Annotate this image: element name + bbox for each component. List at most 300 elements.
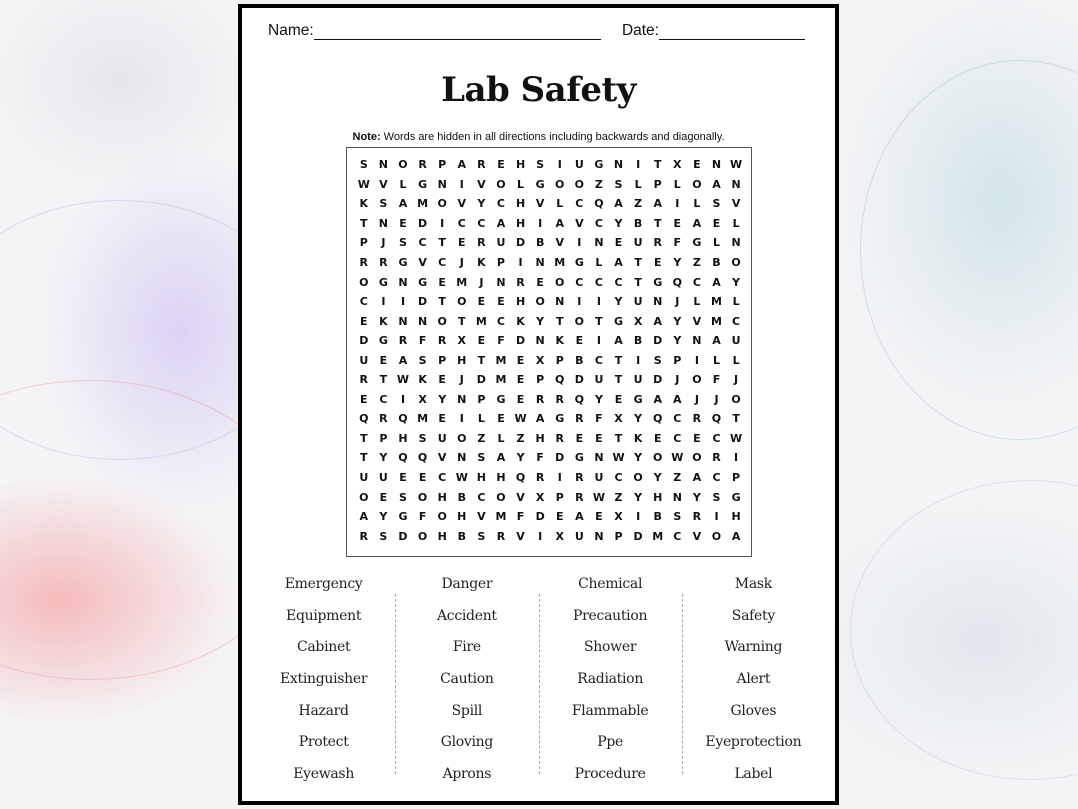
grid-letter[interactable]: I: [459, 412, 464, 426]
grid-letter[interactable]: O: [437, 314, 447, 328]
grid-letter[interactable]: C: [614, 471, 623, 485]
grid-letter[interactable]: R: [359, 256, 369, 269]
grid-letter[interactable]: P: [379, 431, 388, 445]
grid-letter[interactable]: K: [555, 334, 564, 348]
grid-letter[interactable]: T: [458, 314, 466, 328]
grid-letter[interactable]: I: [675, 197, 680, 211]
grid-letter[interactable]: W: [671, 451, 684, 465]
grid-letter[interactable]: I: [694, 353, 699, 367]
grid-letter[interactable]: R: [477, 236, 486, 250]
grid-letter[interactable]: X: [418, 392, 427, 406]
grid-letter[interactable]: C: [477, 216, 486, 230]
grid-letter[interactable]: S: [477, 451, 486, 465]
grid-letter[interactable]: I: [518, 256, 523, 269]
grid-letter[interactable]: O: [692, 373, 702, 387]
grid-letter[interactable]: C: [496, 314, 505, 328]
grid-letter[interactable]: W: [357, 177, 370, 191]
grid-letter[interactable]: S: [712, 197, 721, 211]
grid-letter[interactable]: L: [497, 431, 505, 445]
grid-letter[interactable]: A: [457, 158, 467, 172]
grid-letter[interactable]: D: [418, 295, 428, 309]
grid-letter[interactable]: E: [653, 431, 662, 445]
grid-letter[interactable]: C: [575, 275, 584, 289]
grid-letter[interactable]: R: [516, 275, 525, 289]
grid-letter[interactable]: O: [437, 197, 447, 211]
grid-letter[interactable]: Q: [574, 392, 584, 406]
grid-letter[interactable]: R: [535, 471, 545, 485]
grid-letter[interactable]: U: [437, 431, 447, 445]
grid-letter[interactable]: Y: [379, 451, 388, 465]
grid-letter[interactable]: Z: [673, 471, 682, 485]
grid-letter[interactable]: O: [692, 451, 702, 465]
grid-letter[interactable]: A: [359, 510, 369, 524]
grid-letter[interactable]: I: [577, 236, 582, 250]
word-search-grid[interactable]: [346, 147, 752, 557]
grid-letter[interactable]: P: [359, 236, 368, 250]
grid-letter[interactable]: E: [418, 471, 427, 485]
grid-letter[interactable]: P: [555, 490, 564, 504]
grid-letter[interactable]: T: [438, 236, 446, 250]
grid-letter[interactable]: E: [536, 275, 544, 289]
grid-letter[interactable]: C: [438, 256, 447, 269]
grid-letter[interactable]: I: [577, 295, 582, 309]
grid-letter[interactable]: L: [673, 177, 681, 191]
grid-letter[interactable]: Q: [417, 451, 428, 465]
grid-letter[interactable]: K: [477, 256, 486, 269]
grid-letter[interactable]: Z: [477, 431, 486, 445]
grid-letter[interactable]: N: [417, 314, 428, 328]
grid-letter[interactable]: U: [359, 471, 369, 485]
date-field[interactable]: [622, 22, 805, 40]
grid-letter[interactable]: X: [457, 334, 466, 348]
grid-letter[interactable]: G: [418, 275, 428, 289]
grid-letter[interactable]: E: [379, 353, 388, 367]
grid-letter[interactable]: Y: [673, 334, 682, 348]
grid-letter[interactable]: R: [575, 412, 584, 426]
grid-letter[interactable]: R: [379, 256, 388, 269]
grid-letter[interactable]: R: [359, 529, 369, 543]
grid-letter[interactable]: G: [594, 158, 604, 172]
grid-letter[interactable]: C: [673, 529, 682, 543]
grid-letter[interactable]: T: [379, 373, 388, 387]
grid-letter[interactable]: S: [418, 353, 427, 367]
grid-letter[interactable]: Y: [614, 216, 623, 230]
grid-letter[interactable]: S: [477, 529, 486, 543]
grid-letter[interactable]: C: [379, 392, 388, 406]
grid-letter[interactable]: I: [538, 529, 543, 543]
grid-letter[interactable]: T: [360, 431, 368, 445]
grid-letter[interactable]: U: [574, 158, 584, 172]
grid-letter[interactable]: T: [360, 451, 368, 465]
grid-letter[interactable]: M: [456, 275, 468, 289]
grid-letter[interactable]: Y: [516, 451, 525, 465]
grid-letter[interactable]: F: [673, 236, 682, 250]
grid-letter[interactable]: N: [496, 275, 506, 289]
grid-letter[interactable]: N: [398, 314, 408, 328]
grid-letter[interactable]: N: [672, 490, 682, 504]
grid-letter[interactable]: S: [673, 510, 682, 524]
grid-letter[interactable]: R: [398, 334, 408, 348]
grid-letter[interactable]: N: [378, 216, 388, 230]
grid-letter[interactable]: L: [693, 295, 701, 309]
grid-letter[interactable]: D: [535, 510, 545, 524]
grid-letter[interactable]: U: [359, 353, 369, 367]
grid-letter[interactable]: E: [379, 490, 388, 504]
grid-letter[interactable]: C: [418, 236, 427, 250]
grid-letter[interactable]: I: [557, 158, 562, 172]
grid-letter[interactable]: G: [574, 451, 584, 465]
grid-letter[interactable]: H: [437, 529, 447, 543]
grid-letter[interactable]: G: [418, 177, 428, 191]
grid-letter[interactable]: K: [359, 197, 369, 211]
grid-letter[interactable]: K: [418, 373, 427, 387]
grid-letter[interactable]: U: [633, 295, 643, 309]
grid-letter[interactable]: N: [692, 334, 702, 348]
grid-letter[interactable]: E: [438, 275, 446, 289]
grid-letter[interactable]: A: [496, 216, 506, 230]
grid-letter[interactable]: A: [712, 275, 721, 289]
grid-letter[interactable]: A: [692, 216, 702, 230]
grid-letter[interactable]: C: [457, 216, 466, 230]
grid-letter[interactable]: Q: [711, 412, 722, 426]
grid-letter[interactable]: G: [653, 275, 663, 289]
grid-letter[interactable]: N: [378, 158, 388, 172]
grid-letter[interactable]: N: [731, 177, 741, 191]
grid-letter[interactable]: Y: [732, 275, 741, 289]
grid-letter[interactable]: P: [496, 256, 505, 269]
grid-letter[interactable]: S: [399, 236, 407, 250]
grid-letter[interactable]: H: [515, 158, 526, 172]
grid-letter[interactable]: T: [360, 216, 368, 230]
grid-letter[interactable]: E: [712, 216, 721, 230]
grid-letter[interactable]: J: [459, 256, 464, 269]
grid-letter[interactable]: Q: [672, 275, 682, 289]
grid-letter[interactable]: A: [496, 451, 506, 465]
grid-letter[interactable]: E: [497, 158, 505, 172]
grid-letter[interactable]: P: [555, 353, 564, 367]
grid-letter[interactable]: Y: [379, 510, 388, 524]
grid-letter[interactable]: Q: [359, 412, 369, 426]
grid-letter[interactable]: E: [399, 471, 407, 485]
grid-letter[interactable]: T: [477, 353, 486, 367]
grid-letter[interactable]: X: [535, 490, 545, 504]
grid-letter[interactable]: D: [359, 334, 369, 348]
grid-letter[interactable]: H: [535, 431, 545, 445]
grid-letter[interactable]: D: [515, 236, 526, 250]
grid-letter[interactable]: V: [731, 197, 741, 211]
grid-letter[interactable]: Z: [634, 197, 643, 211]
grid-letter[interactable]: H: [515, 295, 526, 309]
grid-letter[interactable]: V: [516, 529, 525, 543]
grid-letter[interactable]: A: [653, 314, 662, 328]
grid-letter[interactable]: J: [479, 275, 484, 289]
grid-letter[interactable]: C: [594, 353, 603, 367]
grid-letter[interactable]: Y: [673, 256, 682, 269]
grid-letter[interactable]: R: [418, 158, 427, 172]
grid-letter[interactable]: T: [614, 431, 623, 445]
grid-letter[interactable]: G: [555, 412, 565, 426]
grid-letter[interactable]: E: [516, 353, 525, 367]
grid-letter[interactable]: G: [496, 392, 506, 406]
grid-letter[interactable]: E: [693, 158, 701, 172]
grid-letter[interactable]: D: [515, 334, 526, 348]
grid-letter[interactable]: P: [477, 392, 486, 406]
grid-letter[interactable]: G: [614, 314, 624, 328]
grid-letter[interactable]: M: [495, 510, 507, 524]
grid-letter[interactable]: N: [594, 236, 604, 250]
grid-letter[interactable]: Y: [634, 451, 643, 465]
grid-letter[interactable]: H: [515, 216, 526, 230]
grid-letter[interactable]: B: [535, 236, 545, 250]
grid-letter[interactable]: C: [438, 471, 447, 485]
grid-letter[interactable]: S: [359, 158, 368, 172]
grid-letter[interactable]: P: [732, 471, 741, 485]
grid-letter[interactable]: E: [477, 334, 486, 348]
grid-letter[interactable]: O: [653, 451, 663, 465]
grid-letter[interactable]: C: [712, 471, 721, 485]
grid-letter[interactable]: Y: [634, 490, 643, 504]
grid-letter[interactable]: O: [417, 490, 428, 504]
grid-letter[interactable]: O: [417, 529, 428, 543]
grid-letter[interactable]: X: [614, 510, 623, 524]
grid-letter[interactable]: C: [614, 275, 623, 289]
grid-letter[interactable]: R: [653, 236, 662, 250]
grid-letter[interactable]: Z: [594, 177, 603, 191]
grid-letter[interactable]: P: [536, 373, 545, 387]
grid-letter[interactable]: E: [614, 236, 623, 250]
grid-letter[interactable]: J: [714, 392, 719, 406]
grid-letter[interactable]: R: [555, 431, 564, 445]
grid-letter[interactable]: X: [673, 158, 682, 172]
grid-letter[interactable]: E: [516, 392, 525, 406]
grid-letter[interactable]: W: [730, 158, 743, 172]
grid-letter[interactable]: L: [732, 216, 740, 230]
grid-letter[interactable]: G: [535, 177, 545, 191]
grid-letter[interactable]: Q: [594, 197, 604, 211]
grid-letter[interactable]: L: [732, 353, 740, 367]
grid-letter[interactable]: M: [711, 295, 722, 309]
grid-letter[interactable]: R: [535, 392, 545, 406]
grid-letter[interactable]: L: [595, 256, 603, 269]
grid-letter[interactable]: K: [516, 314, 525, 328]
grid-letter[interactable]: G: [378, 275, 388, 289]
grid-letter[interactable]: O: [574, 314, 584, 328]
grid-letter[interactable]: T: [653, 216, 662, 230]
grid-letter[interactable]: N: [613, 158, 624, 172]
grid-letter[interactable]: O: [496, 490, 506, 504]
grid-letter[interactable]: O: [398, 158, 408, 172]
grid-letter[interactable]: C: [712, 431, 721, 445]
grid-letter[interactable]: E: [497, 412, 505, 426]
grid-letter[interactable]: I: [596, 295, 601, 309]
grid-letter[interactable]: N: [457, 451, 467, 465]
grid-letter[interactable]: O: [731, 392, 741, 406]
grid-letter[interactable]: B: [633, 334, 643, 348]
grid-letter[interactable]: N: [594, 529, 604, 543]
grid-letter[interactable]: H: [476, 471, 486, 485]
grid-letter[interactable]: P: [438, 158, 447, 172]
grid-letter[interactable]: P: [438, 353, 447, 367]
grid-letter[interactable]: Y: [653, 471, 662, 485]
grid-letter[interactable]: X: [633, 314, 643, 328]
grid-letter[interactable]: A: [712, 334, 721, 348]
grid-letter[interactable]: C: [692, 275, 701, 289]
grid-letter[interactable]: T: [653, 158, 662, 172]
grid-letter[interactable]: V: [477, 177, 486, 191]
grid-letter[interactable]: O: [555, 275, 565, 289]
grid-letter[interactable]: G: [692, 236, 702, 250]
grid-letter[interactable]: O: [359, 275, 369, 289]
grid-letter[interactable]: T: [614, 353, 623, 367]
grid-letter[interactable]: L: [477, 412, 485, 426]
grid-letter[interactable]: H: [496, 471, 506, 485]
grid-letter[interactable]: I: [636, 353, 641, 367]
grid-letter[interactable]: E: [360, 392, 368, 406]
grid-letter[interactable]: C: [594, 216, 603, 230]
grid-letter[interactable]: M: [495, 373, 507, 387]
grid-letter[interactable]: I: [596, 334, 601, 348]
grid-letter[interactable]: D: [653, 373, 663, 387]
grid-letter[interactable]: O: [437, 510, 447, 524]
grid-letter[interactable]: T: [634, 256, 642, 269]
grid-letter[interactable]: O: [711, 529, 722, 543]
grid-letter[interactable]: N: [437, 177, 447, 191]
grid-letter[interactable]: R: [575, 471, 584, 485]
grid-letter[interactable]: V: [692, 529, 702, 543]
grid-letter[interactable]: E: [399, 216, 407, 230]
grid-letter[interactable]: T: [438, 295, 446, 309]
grid-letter[interactable]: F: [497, 334, 505, 348]
grid-letter[interactable]: U: [633, 236, 643, 250]
grid-letter[interactable]: A: [692, 471, 702, 485]
grid-letter[interactable]: M: [495, 353, 507, 367]
grid-letter[interactable]: E: [438, 412, 446, 426]
grid-letter[interactable]: N: [594, 451, 604, 465]
grid-letter[interactable]: Q: [398, 451, 408, 465]
grid-letter[interactable]: V: [379, 177, 388, 191]
grid-letter[interactable]: E: [614, 392, 623, 406]
grid-letter[interactable]: S: [712, 490, 721, 504]
grid-letter[interactable]: I: [400, 295, 406, 309]
grid-letter[interactable]: E: [458, 236, 466, 250]
grid-letter[interactable]: O: [555, 177, 565, 191]
grid-letter[interactable]: M: [554, 256, 566, 269]
grid-letter[interactable]: V: [437, 451, 447, 465]
grid-letter[interactable]: B: [457, 490, 466, 504]
grid-letter[interactable]: A: [535, 412, 545, 426]
grid-letter[interactable]: J: [381, 236, 386, 250]
grid-letter[interactable]: D: [633, 529, 643, 543]
grid-letter[interactable]: S: [536, 158, 545, 172]
grid-letter[interactable]: H: [398, 431, 408, 445]
grid-letter[interactable]: H: [653, 490, 663, 504]
grid-letter[interactable]: N: [535, 334, 545, 348]
grid-letter[interactable]: C: [673, 412, 682, 426]
grid-letter[interactable]: C: [496, 197, 505, 211]
grid-letter[interactable]: W: [592, 490, 605, 504]
grid-letter[interactable]: L: [712, 236, 720, 250]
grid-letter[interactable]: A: [555, 216, 564, 230]
grid-letter[interactable]: Z: [692, 256, 701, 269]
grid-letter[interactable]: D: [398, 529, 408, 543]
grid-letter[interactable]: A: [614, 197, 623, 211]
grid-letter[interactable]: G: [731, 490, 741, 504]
grid-letter[interactable]: W: [514, 412, 527, 426]
grid-letter[interactable]: V: [516, 490, 525, 504]
grid-letter[interactable]: Y: [673, 314, 682, 328]
grid-letter[interactable]: T: [595, 314, 603, 328]
grid-letter[interactable]: E: [477, 295, 486, 309]
grid-letter[interactable]: A: [731, 529, 741, 543]
grid-letter[interactable]: V: [535, 197, 545, 211]
grid-letter[interactable]: E: [555, 510, 564, 524]
grid-letter[interactable]: W: [612, 451, 625, 465]
grid-letter[interactable]: C: [477, 490, 486, 504]
grid-letter[interactable]: X: [555, 529, 564, 543]
grid-letter[interactable]: Y: [536, 314, 545, 328]
grid-letter[interactable]: O: [359, 490, 369, 504]
grid-letter[interactable]: U: [633, 373, 643, 387]
grid-letter[interactable]: E: [595, 510, 603, 524]
grid-letter[interactable]: L: [693, 197, 701, 211]
grid-letter[interactable]: S: [653, 353, 662, 367]
grid-letter[interactable]: Y: [438, 392, 447, 406]
grid-letter[interactable]: W: [455, 471, 468, 485]
grid-letter[interactable]: S: [379, 529, 388, 543]
grid-letter[interactable]: F: [712, 373, 721, 387]
grid-letter[interactable]: E: [438, 373, 446, 387]
grid-letter[interactable]: V: [477, 510, 486, 524]
grid-letter[interactable]: E: [693, 431, 701, 445]
grid-letter[interactable]: J: [734, 373, 739, 387]
grid-letter[interactable]: J: [675, 295, 680, 309]
name-field[interactable]: [268, 22, 601, 40]
grid-letter[interactable]: D: [653, 334, 663, 348]
grid-letter[interactable]: A: [398, 353, 408, 367]
grid-letter[interactable]: L: [712, 353, 720, 367]
grid-letter[interactable]: N: [731, 236, 741, 250]
grid-letter[interactable]: G: [633, 392, 643, 406]
grid-letter[interactable]: M: [652, 529, 664, 543]
grid-letter[interactable]: T: [634, 275, 642, 289]
grid-letter[interactable]: O: [574, 177, 584, 191]
grid-letter[interactable]: T: [732, 412, 740, 426]
grid-letter[interactable]: T: [614, 373, 623, 387]
grid-letter[interactable]: O: [535, 295, 545, 309]
grid-letter[interactable]: A: [398, 197, 408, 211]
grid-letter[interactable]: W: [396, 373, 410, 387]
grid-letter[interactable]: I: [714, 510, 719, 524]
grid-letter[interactable]: E: [653, 256, 662, 269]
grid-letter[interactable]: R: [437, 334, 447, 348]
grid-letter[interactable]: E: [360, 314, 368, 328]
grid-letter[interactable]: E: [595, 431, 603, 445]
grid-letter[interactable]: A: [614, 256, 623, 269]
grid-letter[interactable]: H: [457, 353, 467, 367]
grid-letter[interactable]: R: [692, 412, 702, 426]
grid-letter[interactable]: B: [633, 216, 643, 230]
grid-letter[interactable]: S: [379, 197, 388, 211]
grid-letter[interactable]: V: [575, 216, 584, 230]
grid-letter[interactable]: D: [574, 373, 584, 387]
grid-letter[interactable]: H: [457, 510, 467, 524]
grid-letter[interactable]: A: [614, 334, 623, 348]
grid-letter[interactable]: Y: [614, 295, 623, 309]
grid-letter[interactable]: I: [538, 216, 543, 230]
grid-letter[interactable]: O: [633, 471, 643, 485]
grid-letter[interactable]: L: [399, 177, 407, 191]
grid-letter[interactable]: C: [594, 275, 603, 289]
